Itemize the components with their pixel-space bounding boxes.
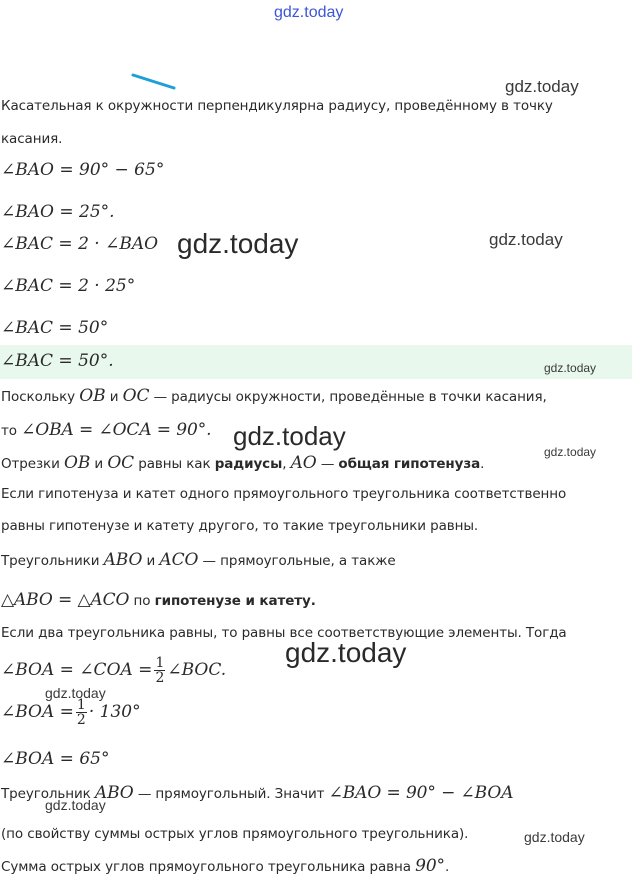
text-line: Если два треугольника равны, то равны все соответствующие элементы. Тогда <box>1 625 567 641</box>
math-line: ∠BOA = ∠COA = $\frac{1}{2}$ ∠BOC. <box>1 655 227 686</box>
text-line: △ABO = △ACO по гипотенузе и катету. <box>1 590 316 610</box>
text-line: Сумма острых углов прямоугольного треугольника равна 90°. <box>1 856 450 876</box>
watermark: gdz.today <box>524 829 585 845</box>
text-line: Отрезки OB и OC равны как радиусы, AO — общая гипотенуза. <box>1 453 485 473</box>
math-line: ∠BAC = 50° <box>1 318 109 338</box>
math-line: ∠BAC = 2 · 25° <box>1 276 136 296</box>
math-line: ∠BAC = 2 · ∠BAO <box>1 234 159 254</box>
text-line: равны гипотенузе и катету другого, то такие треугольники равны. <box>1 518 479 534</box>
math-line: ∠BOA = 65° <box>1 749 110 769</box>
pen-stroke-icon <box>130 72 178 92</box>
watermark: gdz.today <box>45 685 106 701</box>
watermark-large: gdz.today <box>177 228 299 259</box>
text-line: Треугольник ABO — прямоугольный. Значит ∠BAO = 90° − ∠BOA <box>1 783 514 803</box>
math-line: ∠BOA = $\frac{1}{2}$ · 130° <box>1 697 141 728</box>
text-line: Касательная к окружности перпендикулярна радиусу, проведённому в точку <box>1 98 553 114</box>
watermark-large: gdz.today <box>285 637 407 668</box>
text-line: Треугольники ABO и ACO — прямоугольные, а также <box>1 550 396 570</box>
text-line: то ∠OBA = ∠OCA = 90°. <box>1 420 212 440</box>
text-line: Если гипотенуза и катет одного прямоугольного треугольника соответственно <box>1 486 567 502</box>
math-line: ∠BAO = 90° − 65° <box>1 160 165 180</box>
text-line: Поскольку OB и OC — радиусы окружности, проведённые в точки касания, <box>1 386 547 406</box>
watermark-large: gdz.today <box>233 421 346 451</box>
watermark: gdz.today <box>544 361 597 375</box>
watermark: gdz.today <box>489 230 563 249</box>
watermark: gdz.today <box>505 77 579 96</box>
watermark-top: gdz.today <box>274 4 344 21</box>
answer-line: ∠BAC = 50°. <box>1 351 114 371</box>
watermark: gdz.today <box>45 797 106 813</box>
watermark: gdz.today <box>544 445 597 459</box>
math-line: ∠BAO = 25°. <box>1 202 115 222</box>
text-line: (по свойству суммы острых углов прямоугольного треугольника). <box>1 826 469 842</box>
text-line: касания. <box>1 131 63 147</box>
